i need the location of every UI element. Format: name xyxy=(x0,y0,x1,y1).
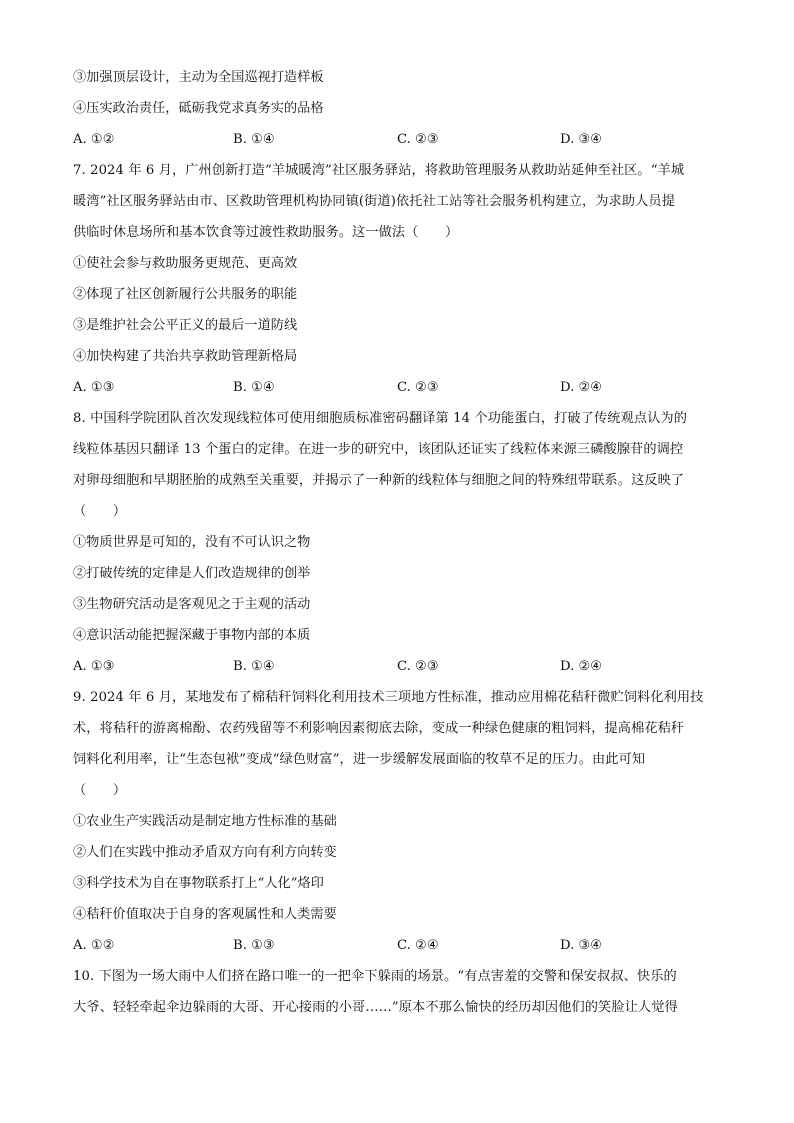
q8-options xyxy=(73,651,723,682)
q9-options xyxy=(73,930,723,961)
q10-stem-line-2: 大爷、轻轻牵起伞边躲雨的大哥、开心接雨的小哥……”原本不那么愉快的经历却因他们的笑脸让人觉得 xyxy=(73,1000,678,1015)
q8-stem-line-3: 对卵母细胞和早期胚胎的成熟至关重要，并揭示了一种新的线粒体与细胞之间的特殊纽带联系。这反映了 xyxy=(73,473,685,488)
q6-option-b: B. ①④ xyxy=(233,132,275,147)
q7-option-d: D. ②④ xyxy=(560,380,603,395)
q7-option-a: A. ①③ xyxy=(73,380,115,395)
q8-item-2: ②打破传统的定律是人们改造规律的创举 xyxy=(73,566,311,581)
q9-item-3: ③科学技术为自在事物联系打上“人化”烙印 xyxy=(73,876,324,891)
q7-item-3: ③是维护社会公平正义的最后一道防线 xyxy=(73,318,298,333)
q7-option-b: B. ①④ xyxy=(233,380,275,395)
q8-stem-line-2: 线粒体基因只翻译 13 个蛋白的定律。在进一步的研究中，该团队还证实了线粒体来源三磷酸腺苷的调控 xyxy=(73,442,684,457)
q9-item-4: ④秸秆价值取决于自身的客观属性和人类需要 xyxy=(73,907,337,922)
q7-stem-line-2: 暖湾”社区服务驿站由市、区救助管理机构协同镇(街道)依托社工站等社会服务机构建立，为求助人员提 xyxy=(73,194,675,209)
q7-item-4: ④加快构建了共治共享救助管理新格局 xyxy=(73,349,298,364)
q7-item-2: ②体现了社区创新履行公共服务的职能 xyxy=(73,287,298,302)
q8-stem-line-4: （ ） xyxy=(73,504,127,519)
q7-option-c: C. ②③ xyxy=(397,380,439,395)
q9-item-1: ①农业生产实践活动是制定地方性标准的基础 xyxy=(73,814,337,829)
question-10 xyxy=(73,961,723,1023)
q8-option-c: C. ②③ xyxy=(397,659,439,674)
q8-item-1: ①物质世界是可知的，没有不可认识之物 xyxy=(73,535,311,550)
q7-options xyxy=(73,372,723,403)
question-7 xyxy=(73,155,723,403)
q9-option-b: B. ①③ xyxy=(233,938,275,953)
q9-option-d: D. ③④ xyxy=(560,938,603,953)
q8-option-a: A. ①③ xyxy=(73,659,115,674)
question-8 xyxy=(73,403,723,682)
q9-stem-line-4: （ ） xyxy=(73,783,127,798)
q7-stem-line-3: 供临时休息场所和基本饮食等过渡性救助服务。这一做法（ ） xyxy=(73,225,459,240)
question-9 xyxy=(73,682,723,961)
q6-option-a: A. ①② xyxy=(73,132,115,147)
q8-option-b: B. ①④ xyxy=(233,659,275,674)
q7-stem-line-1: 7. 2024 年 6 月，广州创新打造“羊城暖湾”社区服务驿站，将救助管理服务从救助站延伸至社区。“羊城 xyxy=(73,163,685,178)
q9-item-2: ②人们在实践中推动矛盾双方向有利方向转变 xyxy=(73,845,337,860)
exam-page xyxy=(73,62,723,1023)
q6-options xyxy=(73,124,723,155)
q6-option-d: D. ③④ xyxy=(560,132,603,147)
q8-stem-line-1: 8. 中国科学院团队首次发现线粒体可使用细胞质标准密码翻译第 14 个功能蛋白，打破了传统观点认为的 xyxy=(73,411,687,426)
q9-stem-line-2: 术，将秸秆的游离棉酚、农药残留等不利影响因素彻底去除，变成一种绿色健康的粗饲料，提高棉花秸秆 xyxy=(73,721,685,736)
q8-item-3: ③生物研究活动是客观见之于主观的活动 xyxy=(73,597,311,612)
q8-item-4: ④意识活动能把握深藏于事物内部的本质 xyxy=(73,628,311,643)
question-6-tail xyxy=(73,62,723,155)
q10-stem-line-1: 10. 下图为一场大雨中人们挤在路口唯一的一把伞下躲雨的场景。“有点害羞的交警和保安叔叔、快乐的 xyxy=(73,969,677,984)
q9-stem-line-3: 饲料化利用率，让“生态包袱”变成“绿色财富”，进一步缓解发展面临的牧草不足的压力。由此可知 xyxy=(73,752,646,767)
q8-option-d: D. ②④ xyxy=(560,659,603,674)
q6-item-3: ③加强顶层设计，主动为全国巡视打造样板 xyxy=(73,70,324,85)
q7-item-1: ①使社会参与救助服务更规范、更高效 xyxy=(73,256,298,271)
q9-option-a: A. ①② xyxy=(73,938,115,953)
q6-option-c: C. ②③ xyxy=(397,132,439,147)
q9-option-c: C. ②④ xyxy=(397,938,439,953)
q6-item-4: ④压实政治责任，砥砺我党求真务实的品格 xyxy=(73,101,324,116)
q9-stem-line-1: 9. 2024 年 6 月，某地发布了棉秸秆饲料化利用技术三项地方性标准，推动应用棉花秸秆微贮饲料化利用技 xyxy=(73,690,704,705)
